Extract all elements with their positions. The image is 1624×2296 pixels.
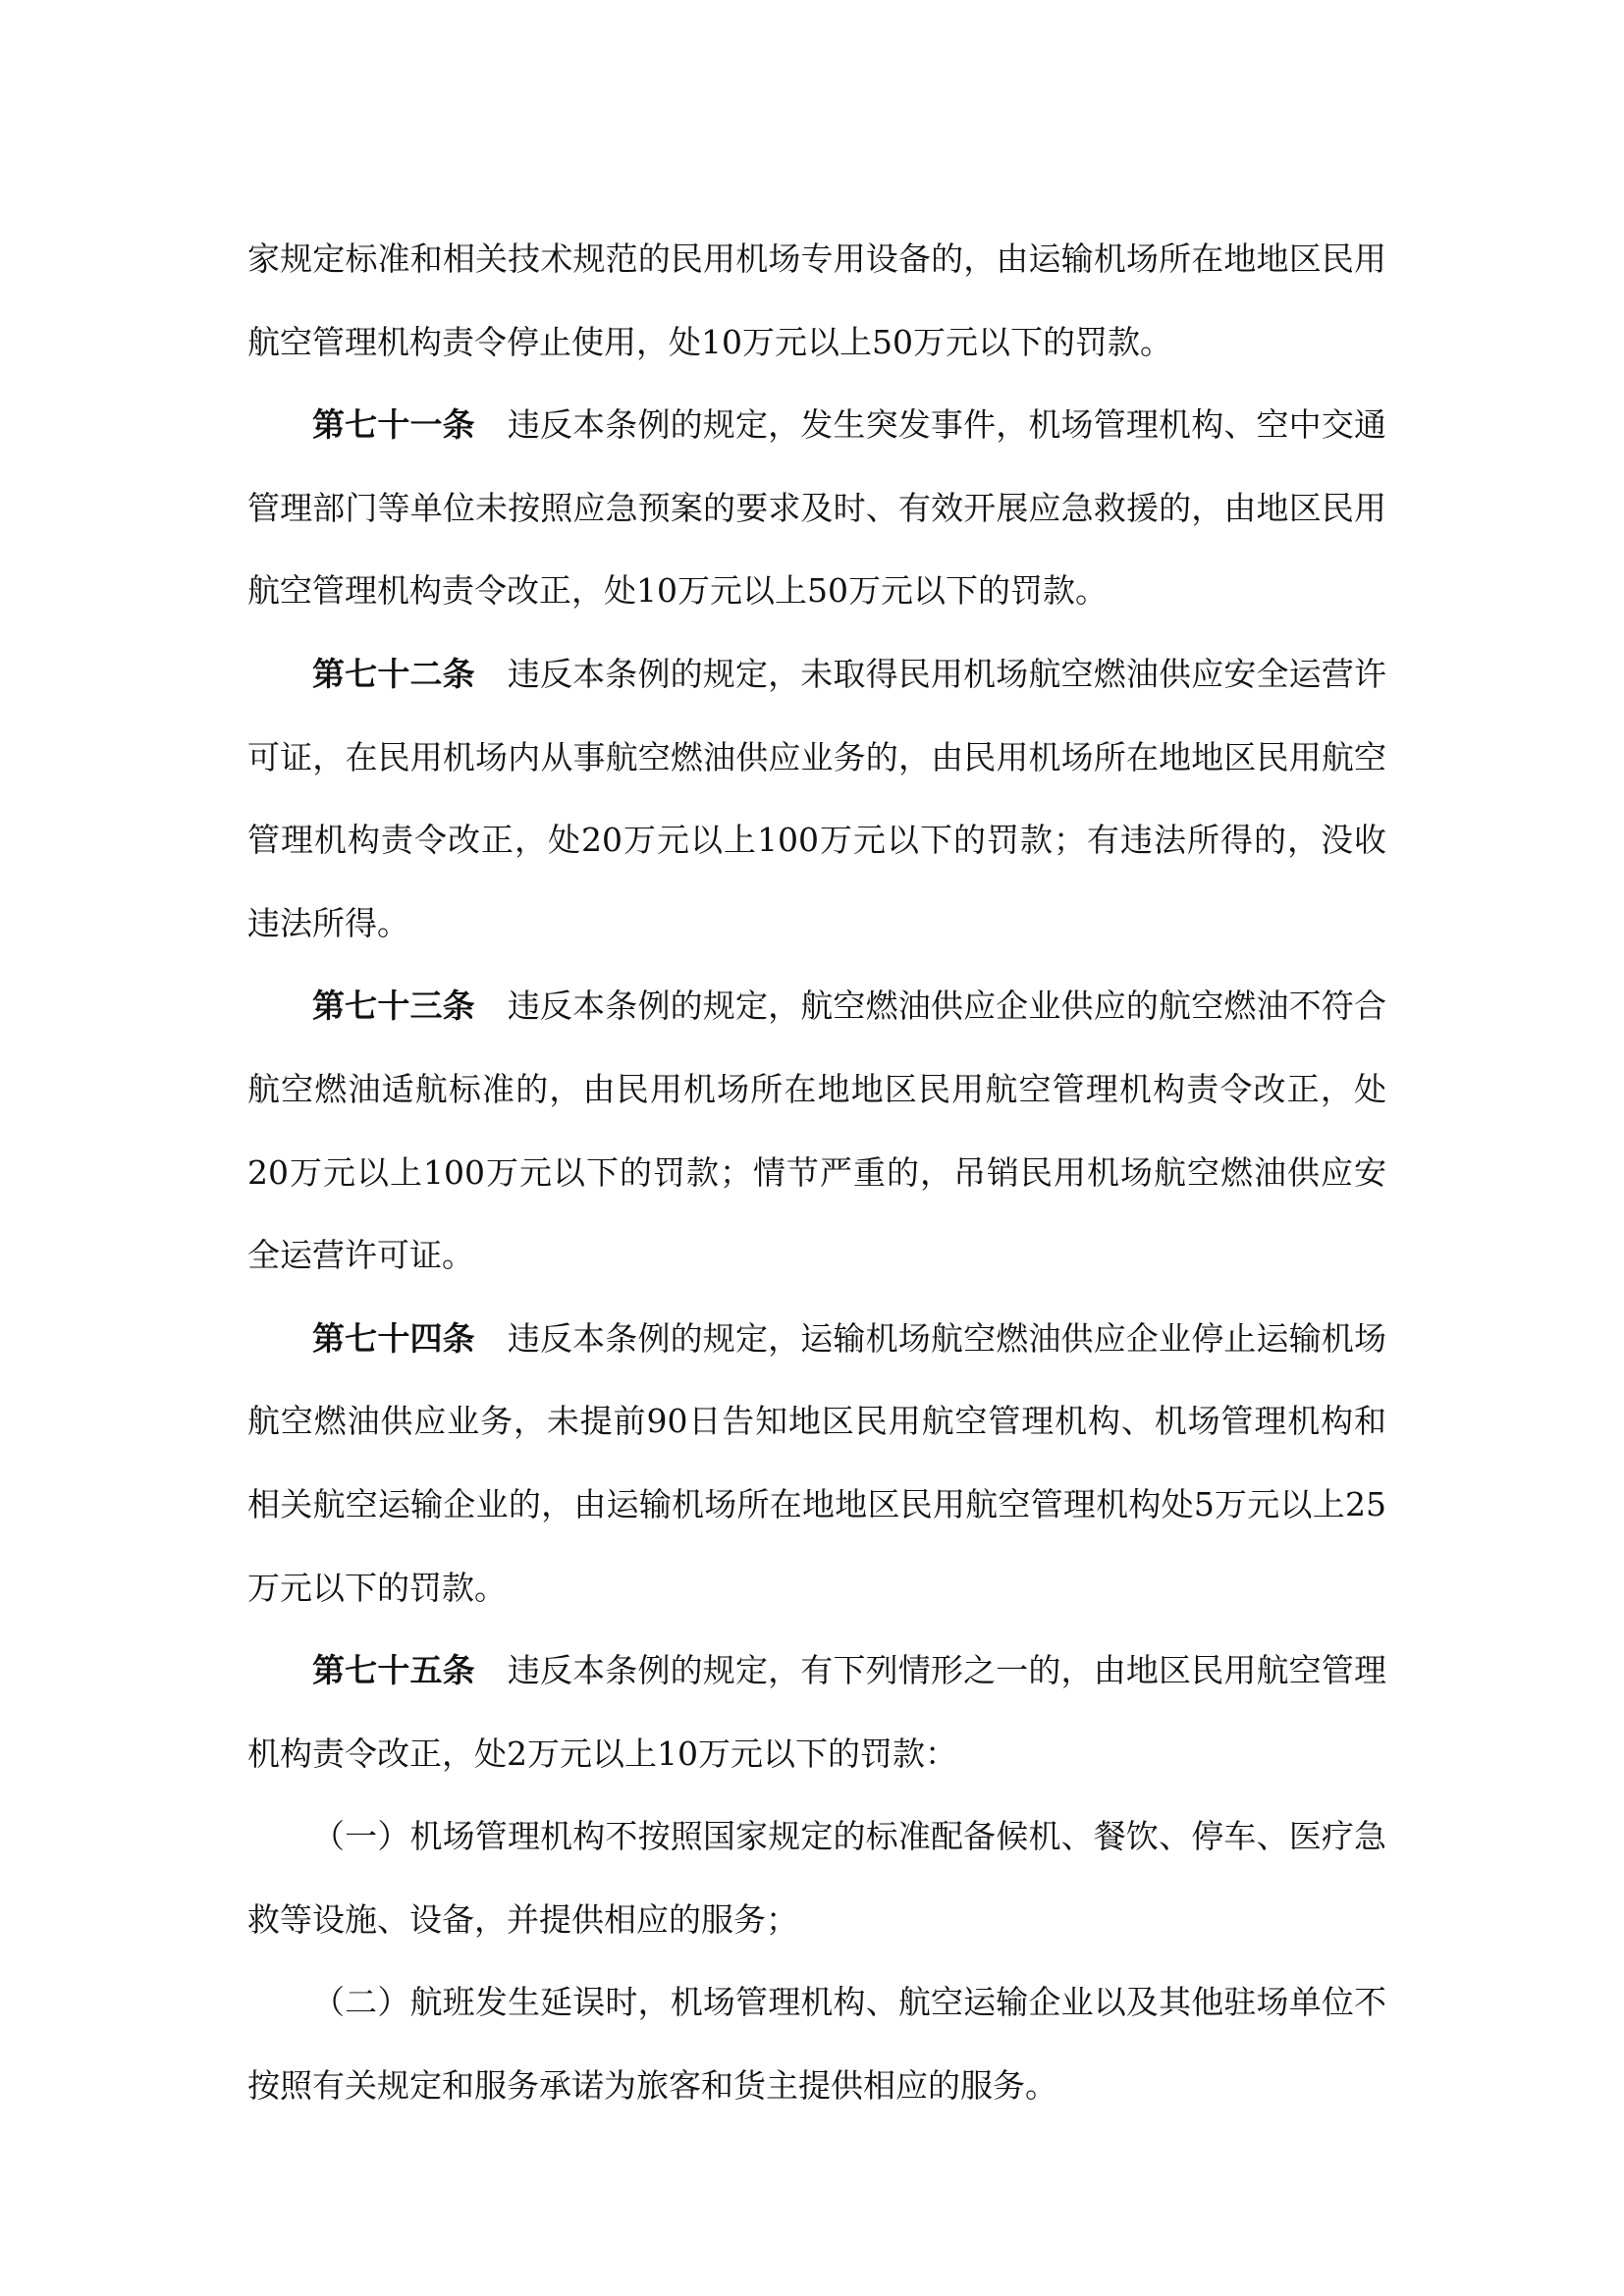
article-number: 第七十二条 <box>312 654 475 693</box>
document-body <box>247 218 1386 2128</box>
article-73-paragraph <box>247 965 1386 1297</box>
paragraph-text: 违反本条例的规定，未取得民用机场航空燃油供应安全运营许可证，在民用机场内从事航空燃油供应业务的，由民用机场所在地地区民用航空管理机构责令改正，处20万元以上100万元以下的罚款；有违法所得的，没收违法所得。 <box>247 654 1387 942</box>
paragraph-text: 违反本条例的规定，有下列情形之一的，由地区民用航空管理机构责令改正，处2万元以上10万元以下的罚款： <box>247 1651 1387 1773</box>
paragraph-text: 违反本条例的规定，运输机场航空燃油供应企业停止运输机场航空燃油供应业务，未提前90日告知地区民用航空管理机构、机场管理机构和相关航空运输企业的，由运输机场所在地地区民用航空管理机构处5万元以上25万元以下的罚款。 <box>247 1318 1387 1607</box>
article-number: 第七十四条 <box>312 1318 475 1358</box>
article-number: 第七十五条 <box>312 1651 475 1690</box>
list-item-2 <box>247 1961 1386 2127</box>
article-number: 第七十一条 <box>312 405 475 445</box>
paragraph-text: 违反本条例的规定，航空燃油供应企业供应的航空燃油不符合航空燃油适航标准的，由民用机场所在地地区民用航空管理机构责令改正，处20万元以上100万元以下的罚款；情节严重的，吊销民用机场航空燃油供应安全运营许可证。 <box>247 987 1387 1275</box>
paragraph-continuation <box>247 218 1386 384</box>
article-74-paragraph <box>247 1298 1386 1629</box>
article-71-paragraph <box>247 384 1386 633</box>
list-item-text: （一）机场管理机构不按照国家规定的标准配备候机、餐饮、停车、医疗急救等设施、设备，并提供相应的服务； <box>247 1817 1386 1939</box>
paragraph-text: 违反本条例的规定，发生突发事件，机场管理机构、空中交通管理部门等单位未按照应急预案的要求及时、有效开展应急救援的，由地区民用航空管理机构责令改正，处10万元以上50万元以下的罚款。 <box>247 405 1387 611</box>
paragraph-text: 家规定标准和相关技术规范的民用机场专用设备的，由运输机场所在地地区民用航空管理机构责令停止使用，处10万元以上50万元以下的罚款。 <box>247 240 1386 361</box>
article-number: 第七十三条 <box>312 987 475 1026</box>
list-item-text: （二）航班发生延误时，机场管理机构、航空运输企业以及其他驻场单位不按照有关规定和服务承诺为旅客和货主提供相应的服务。 <box>247 1983 1386 2106</box>
article-72-paragraph <box>247 633 1386 965</box>
article-75-paragraph <box>247 1629 1386 1795</box>
list-item-1 <box>247 1795 1386 1961</box>
